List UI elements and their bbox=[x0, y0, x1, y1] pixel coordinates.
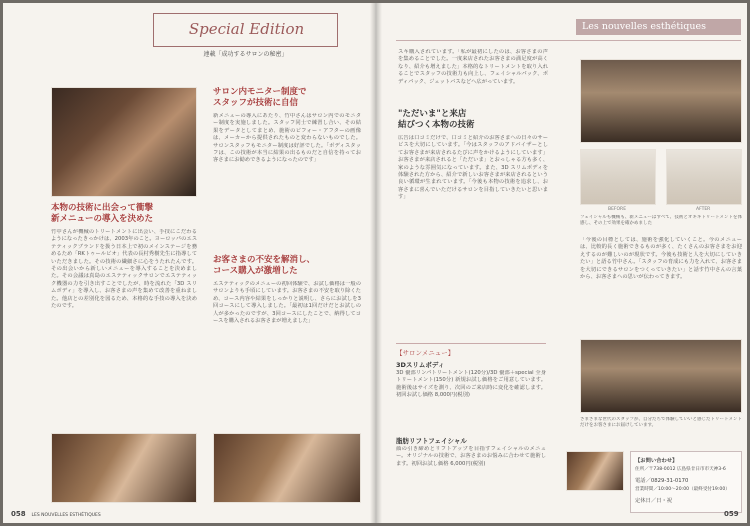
after-photo bbox=[666, 149, 742, 205]
article1-heading: 本物の技術に出会って衝撃 新メニューの導入を決めた bbox=[51, 203, 154, 224]
menu-item2-title: 脂肪リフトフェイシャル bbox=[396, 437, 467, 445]
right-column-body: 「今後の目標としては、施術を強化していくこと。今のメニューは、比較的長く施術できるものが多く、たくさんのお客さまをお迎えするのが難しいのが現状です。今後も技術と人を大切にしていきたい」と語る竹中さん。「スタッフの育成にも力を入れて、お客さまを大切にできるサロンをつくっていきたい」と話す竹中さんの言葉から、お客さまへの思いが伝わってきます。 bbox=[580, 237, 742, 281]
info-address: 住所／〒738-0012 広島県廿日市市天神3-6 bbox=[635, 467, 726, 472]
article2-heading: サロン内モニター制度で スタッフが技術に自信 bbox=[213, 87, 307, 108]
left-folio-label: LES NOUVELLES ESTHÉTIQUES bbox=[31, 513, 101, 518]
article3-heading: お客さまの不安を解消し、 コース購入が激増した bbox=[213, 255, 316, 276]
left-folio bbox=[11, 510, 101, 518]
left-page bbox=[3, 3, 374, 523]
before-photo bbox=[580, 149, 656, 205]
contact-info-box bbox=[630, 451, 742, 513]
article4-heading: "ただいま"と来店 結びつく本物の技術 bbox=[398, 109, 475, 130]
salon-interior-photo bbox=[580, 59, 742, 143]
right-page bbox=[376, 3, 747, 523]
brand-name: Les nouvelles esthétiques bbox=[582, 21, 706, 32]
article3-body: エステティックのメニューの初回体験で、お試し価格は一般のサロンよりも手頃にしています。お客さまの不安を取り除くため、コース内容や結果をしっかりと説明し、さらにお試しを3回コースにして導入しました。「最初は1回だけだとお試しの人が多かったのですが、3回コースにしたことで、納得してコースを購入されるお客さまが増えました」 bbox=[213, 281, 361, 325]
article2-body: 新メニューの導入にあたり、竹中さんはサロン内でのモニター制度を実施しました。スタッフ同士で練習し合い、その結果をデータとしてまとめ、施術のビフォー・アフターの画像は、メーカーから提供されたものと変わらないものでした。サロンスタッフもモニター制度は好評でした。「ボディスタッフは、この技術が本当に結果の出るものだと自信を持ってお客さまにお勧めできるようになったのです」 bbox=[213, 113, 361, 164]
info-tel: 電話／0829-31-0170 bbox=[635, 478, 689, 484]
info-hours: 営業時間／10:00〜20:00（最終受付19:00） bbox=[635, 487, 730, 492]
info-title: 【お問い合わせ】 bbox=[635, 458, 678, 464]
special-edition-box bbox=[153, 13, 338, 47]
right-page-number: 059 bbox=[724, 510, 739, 518]
before-label: BEFORE bbox=[608, 207, 627, 212]
series-subtitle: 連載「成功するサロンの秘密」 bbox=[203, 51, 288, 58]
article1-body: 竹中さんが機械のトリートメントに出会い、手技にこだわるようになったきっかけは、2003年のこと。ヨーロッパのエステティックブランドを扱う日本上で初のメインステージを務めるため「RKトゥールビオ」代表の長村秀樹先生に指導していただきました。その技術の繊細さに心をうたれたんです。その出会いから新しいメニューを導入することを決めました。その会議は真島のエステティックサロンでエステティック機器の力を引き出すことでしたが、時を流れた「3D スリムボディ」を導入し、お客さまの声を集めて改善を重ねました。他店との差別化を図るため、本格的な手技の導入を決めたのです。 bbox=[51, 229, 197, 310]
menu-item1-body: 3D 優部リンパトリートメント(120分)/3D 優部＋special 全身トリートメント(150分) 新規お試し価格をご用意しています。施術後はサイズを測り、次回のご来店時に変化を確認します。初回お試し価格 8,000円(税別) bbox=[396, 370, 546, 399]
right-folio bbox=[724, 510, 739, 518]
massage-photo-right bbox=[213, 433, 361, 503]
info-closed: 定休日／日・祝 bbox=[635, 498, 673, 504]
massage-photo-left bbox=[51, 433, 197, 503]
after-label: AFTER bbox=[696, 207, 711, 212]
special-edition-title: Special Edition bbox=[188, 20, 305, 38]
group-caption: さまざまな世代のスタッフが、自分たちで体験していいと感じたトリートメントだけをお客さまにお届けしています。 bbox=[580, 417, 742, 428]
left-page-number: 058 bbox=[11, 510, 26, 518]
menu-section-title: 【サロンメニュー】 bbox=[396, 349, 455, 357]
staff-group-photo bbox=[580, 339, 742, 413]
facial-treatment-photo bbox=[51, 87, 197, 197]
right-top-body: スキ購入されています。「私が最初にしたのは、お客さまの声を集めることでした。一度来店されたお客さまの満足度が高くなり、紹介も増えました」本格的なトリートメントを取り入れることでスタッフの技術力も向上し、フェイシャルパック、ボディパック、ジェットバスなどへ広がっています。 bbox=[398, 49, 548, 85]
photo-caption-top: フェイシャルも機械も、新メニューはすべて、技術とオキキトリートメントを体感し、その上で効果を確かめました bbox=[580, 215, 742, 226]
article4-body: 広告は口コミだけで、口コミと紹介のお客さまへの日々のサービスを大切にしています。「今はスタッフのアドバイザーとしてお客さまが来店されるたびに声をかけるようにしています」お客さまが来店されると「ただいま」とおっしゃる方も多く、家のような雰囲気になっています。また、3D スリムボディを体験された方から、紹介で新しいお客さまが来店されるという良い循環が生まれています。「今後も本物の技術を追求し、お客さまに喜んでいただけるサロンを目指していきたいと思います」 bbox=[398, 135, 548, 201]
storefront-photo bbox=[566, 451, 624, 491]
header-rule bbox=[396, 40, 741, 41]
magazine-spread bbox=[3, 3, 747, 523]
salon-menu-section bbox=[396, 343, 546, 511]
menu-item2-body: 顔の引き締めとリフトアップを目指すフェイシャルのメニュー。オリジナルの技術で、お客さまのお悩みに合わせて施術します。初回お試し価格 6,000円(税別) bbox=[396, 446, 546, 467]
brand-bar bbox=[576, 19, 741, 35]
menu-item1-title: 3Dスリムボディ bbox=[396, 361, 445, 369]
